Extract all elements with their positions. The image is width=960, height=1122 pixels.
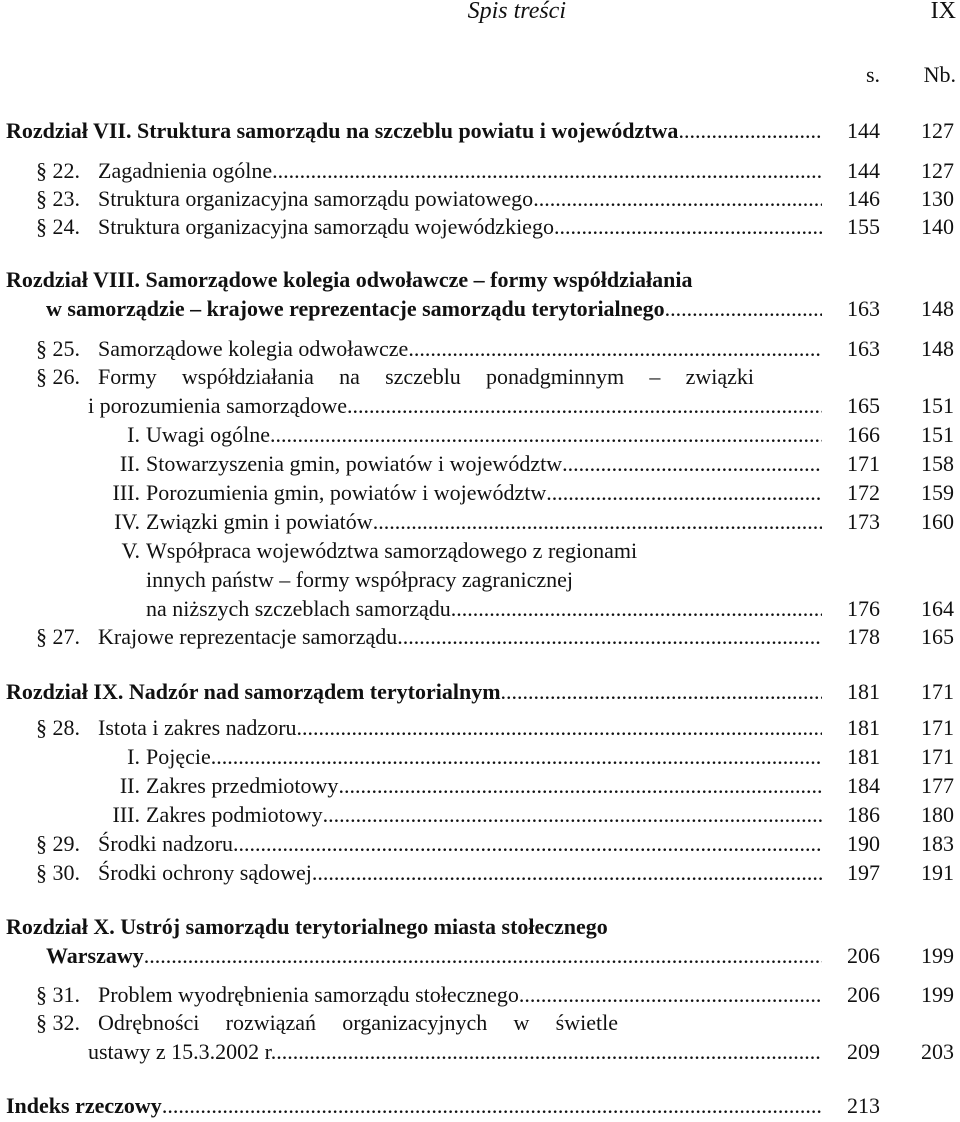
subsection-number: II. — [119, 773, 140, 798]
toc-chapter-8[interactable] — [0, 265, 960, 323]
page-nb: 191 — [921, 860, 954, 885]
section-title: Struktura organizacyjna samorządu powiatowego — [98, 186, 534, 211]
page-nb: 199 — [921, 943, 954, 968]
section-number: 22. — [52, 158, 80, 183]
page-s: 171 — [847, 451, 880, 476]
page-s: 144 — [847, 158, 880, 183]
page-s: 176 — [847, 596, 880, 621]
section-title: Środki ochrony sądowej — [98, 860, 312, 885]
page-s: 213 — [847, 1093, 880, 1118]
section-sign-icon: § — [36, 336, 47, 361]
subsection-title: Związki gmin i powiatów — [146, 509, 373, 534]
subsection-number: I. — [127, 422, 140, 447]
page-number: IX — [930, 0, 956, 24]
subsection-title: Zakres przedmiotowy — [146, 773, 339, 798]
page-nb: 171 — [921, 679, 954, 704]
page-nb: 164 — [921, 596, 954, 621]
chapter-title-line-2: w samorządzie – krajowe reprezentacje samorządu terytorialnego — [46, 296, 665, 321]
page-nb: 203 — [921, 1039, 954, 1064]
page-s: 190 — [847, 831, 880, 856]
index-title: Indeks rzeczowy — [6, 1093, 162, 1118]
page-s: 163 — [847, 336, 880, 361]
subsection-number: III. — [112, 480, 140, 505]
section-title: Krajowe reprezentacje samorządu — [98, 624, 398, 649]
chapter-title-line-2: Warszawy — [46, 943, 144, 968]
section-title: Środki nadzoru — [98, 831, 234, 856]
toc-section-32[interactable] — [0, 1008, 960, 1066]
page-s: 184 — [847, 773, 880, 798]
page-s: 173 — [847, 509, 880, 534]
section-sign-icon: § — [36, 1010, 47, 1035]
toc-chapter-10[interactable] — [0, 912, 960, 970]
page-nb: 151 — [921, 393, 954, 418]
subsection-number: V. — [121, 538, 140, 563]
section-sign-icon: § — [36, 860, 47, 885]
page-nb: 160 — [921, 509, 954, 534]
page-s: 163 — [847, 296, 880, 321]
section-number: 31. — [52, 982, 80, 1007]
chapter-title-line-1: Rozdział X. Ustrój samorządu terytorialnego miasta stołecznego — [6, 914, 608, 939]
page-nb: 199 — [921, 982, 954, 1007]
section-sign-icon: § — [36, 158, 47, 183]
page-s: 181 — [847, 679, 880, 704]
section-number: 27. — [52, 624, 80, 649]
subsection-title-line-2: innych państw – formy współpracy zagranicznej — [146, 567, 574, 592]
page-nb: 171 — [921, 715, 954, 740]
page-s: 181 — [847, 715, 880, 740]
page-nb: 159 — [921, 480, 954, 505]
section-title: Istota i zakres nadzoru — [98, 715, 297, 740]
subsection-number: IV. — [114, 509, 140, 534]
subsection-number: I. — [127, 744, 140, 769]
page-s: 206 — [847, 982, 880, 1007]
subsection-number: III. — [112, 802, 140, 827]
section-title-line-2: i porozumienia samorządowe — [88, 393, 348, 418]
section-number: 25. — [52, 336, 80, 361]
page-nb: 148 — [921, 296, 954, 321]
page-nb: 171 — [921, 744, 954, 769]
page-nb: 148 — [921, 336, 954, 361]
section-number: 32. — [52, 1010, 80, 1035]
page-nb: 127 — [921, 118, 954, 143]
section-number: 28. — [52, 715, 80, 740]
section-sign-icon: § — [36, 831, 47, 856]
section-number: 29. — [52, 831, 80, 856]
page-s: 155 — [847, 214, 880, 239]
section-sign-icon: § — [36, 364, 47, 389]
page-nb: 177 — [921, 773, 954, 798]
subsection-number: II. — [119, 451, 140, 476]
page-nb: 151 — [921, 422, 954, 447]
page-s: 209 — [847, 1039, 880, 1064]
section-number: 26. — [52, 364, 80, 389]
subsection-title: Stowarzyszenia gmin, powiatów i województw — [146, 451, 563, 476]
section-title-line-2: ustawy z 15.3.2002 r. — [88, 1039, 277, 1064]
page-s: 144 — [847, 118, 880, 143]
page-s: 181 — [847, 744, 880, 769]
toc-subsection-26-5[interactable] — [0, 536, 960, 623]
page-nb: 165 — [921, 624, 954, 649]
page-s: 146 — [847, 186, 880, 211]
page-title: Spis treści — [467, 0, 566, 24]
page-s: 165 — [847, 393, 880, 418]
section-title: Problem wyodrębnienia samorządu stołecznego — [98, 982, 519, 1007]
section-sign-icon: § — [36, 715, 47, 740]
page-s: 197 — [847, 860, 880, 885]
chapter-title: Rozdział IX. Nadzór nad samorządem terytorialnym — [6, 679, 501, 704]
section-number: 23. — [52, 186, 80, 211]
subsection-title-line-1: Współpraca województwa samorządowego z regionami — [146, 538, 638, 563]
page-s: 178 — [847, 624, 880, 649]
subsection-title-line-3: na niższych szczeblach samorządu — [146, 596, 451, 621]
page-nb: 180 — [921, 802, 954, 827]
subsection-title: Zakres podmiotowy — [146, 802, 323, 827]
section-sign-icon: § — [36, 214, 47, 239]
section-title: Samorządowe kolegia odwoławcze — [98, 336, 409, 361]
page-nb: 130 — [921, 186, 954, 211]
section-number: 30. — [52, 860, 80, 885]
section-sign-icon: § — [36, 186, 47, 211]
subsection-title: Pojęcie — [146, 744, 211, 769]
chapter-title: Rozdział VII. Struktura samorządu na szczeblu powiatu i województwa — [6, 118, 679, 143]
page-s: 172 — [847, 480, 880, 505]
chapter-title-line-1: Rozdział VIII. Samorządowe kolegia odwoławcze – formy współdziałania — [6, 267, 693, 292]
page-nb: 158 — [921, 451, 954, 476]
section-sign-icon: § — [36, 982, 47, 1007]
section-title: Zagadnienia ogólne — [98, 158, 273, 183]
toc-section-26[interactable] — [0, 362, 960, 420]
section-number: 24. — [52, 214, 80, 239]
page-nb: 183 — [921, 831, 954, 856]
page-s: 166 — [847, 422, 880, 447]
section-title-line-1: Odrębności rozwiązań organizacyjnych w świetle — [98, 1010, 618, 1035]
subsection-title: Porozumienia gmin, powiatów i województw — [146, 480, 547, 505]
subsection-title: Uwagi ogólne — [146, 422, 271, 447]
column-header-nb: Nb. — [923, 62, 956, 87]
section-title: Struktura organizacyjna samorządu wojewódzkiego — [98, 214, 554, 239]
page-nb: 127 — [921, 158, 954, 183]
page-s: 206 — [847, 943, 880, 968]
section-title-line-1: Formy współdziałania na szczeblu ponadgminnym – związki — [98, 364, 754, 389]
page-s: 186 — [847, 802, 880, 827]
section-sign-icon: § — [36, 624, 47, 649]
column-header-s: s. — [866, 62, 881, 87]
page-nb: 140 — [921, 214, 954, 239]
